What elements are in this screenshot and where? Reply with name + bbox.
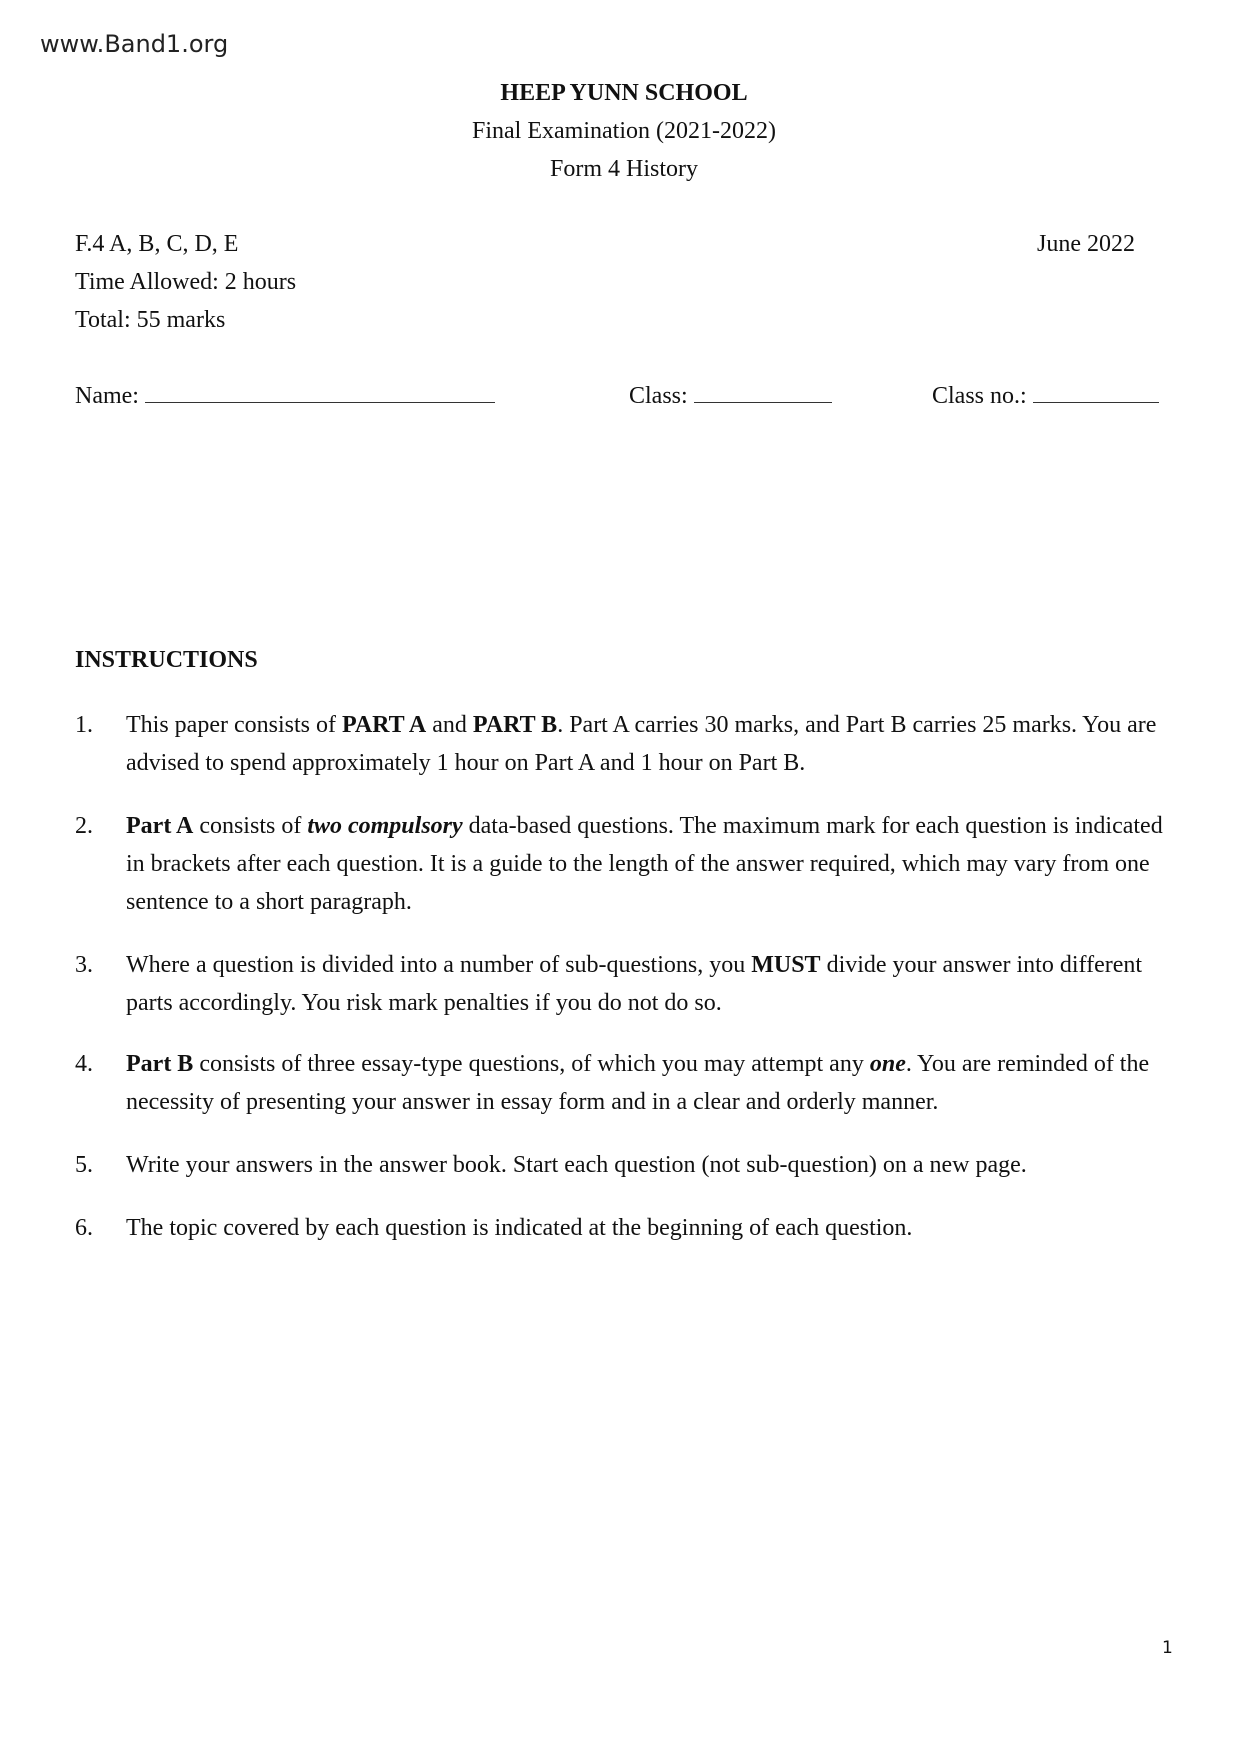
instructions-heading: INSTRUCTIONS xyxy=(75,647,258,673)
class-field[interactable] xyxy=(629,380,832,410)
text: Write your answers in the answer book. Start each question (not sub-question) on a new page. xyxy=(126,1152,1027,1178)
item-number: 3. xyxy=(75,952,93,978)
text-bold-italic: two compulsory xyxy=(307,813,463,839)
text: This paper consists of xyxy=(126,712,342,738)
watermark: www.Band1.org xyxy=(40,30,229,58)
item-number: 1. xyxy=(75,712,93,738)
class-no-blank[interactable] xyxy=(1033,380,1159,403)
exam-date: June 2022 xyxy=(1037,231,1135,257)
text: . You are reminded of the necessity of presenting your answer in essay form and in a clear and orderly manner. xyxy=(126,1051,1150,1115)
text: . Part A carries 30 marks, and Part B carries 25 marks. You are advised to spend approximately 1 hour on Part A and 1 hour on Part B. xyxy=(126,712,1157,776)
text-bold: Part B xyxy=(126,1051,194,1077)
instruction-item xyxy=(75,1045,1175,1121)
text: The topic covered by each question is indicated at the beginning of each question. xyxy=(126,1215,913,1241)
text-bold: MUST xyxy=(751,952,821,978)
subject-title: Form 4 History xyxy=(549,156,698,182)
text-bold: Part A xyxy=(126,813,194,839)
total-marks: Total: 55 marks xyxy=(75,307,226,333)
name-label: Name: xyxy=(75,383,139,409)
exam-title: Final Examination (2021-2022) xyxy=(472,118,776,144)
text-bold-italic: one xyxy=(869,1051,906,1077)
page-number: 1 xyxy=(1162,1638,1173,1658)
text: consists of three essay-type questions, of which you may attempt any xyxy=(193,1051,870,1077)
text-bold: PART B xyxy=(472,712,558,738)
instruction-item xyxy=(75,807,1175,921)
item-number: 5. xyxy=(75,1152,93,1178)
class-blank[interactable] xyxy=(694,380,832,403)
name-field[interactable] xyxy=(75,380,495,410)
class-no-field[interactable] xyxy=(932,380,1159,410)
instruction-item xyxy=(75,1209,1175,1247)
class-label: Class: xyxy=(629,383,688,409)
text: data-based questions. The maximum mark for each question is indicated in brackets after each question. It is a guide to the length of the answer required, which may vary from one sentence to a short paragraph. xyxy=(126,813,1163,915)
name-blank[interactable] xyxy=(145,380,495,403)
text: divide your answer into different parts accordingly. You risk mark penalties if you do not do so. xyxy=(126,952,1143,1016)
text: and xyxy=(426,712,473,738)
instruction-item xyxy=(75,1146,1175,1184)
classes: F.4 A, B, C, D, E xyxy=(75,231,239,257)
instruction-item xyxy=(75,706,1175,782)
item-number: 6. xyxy=(75,1215,93,1241)
school-name: HEEP YUNN SCHOOL xyxy=(500,80,748,106)
instruction-item xyxy=(75,946,1175,1022)
item-number: 4. xyxy=(75,1051,93,1077)
text: consists of xyxy=(193,813,308,839)
text-bold: PART A xyxy=(341,712,427,738)
class-no-label: Class no.: xyxy=(932,383,1027,409)
time-allowed: Time Allowed: 2 hours xyxy=(75,269,297,295)
item-number: 2. xyxy=(75,813,93,839)
text: Where a question is divided into a number of sub-questions, you xyxy=(126,952,752,978)
